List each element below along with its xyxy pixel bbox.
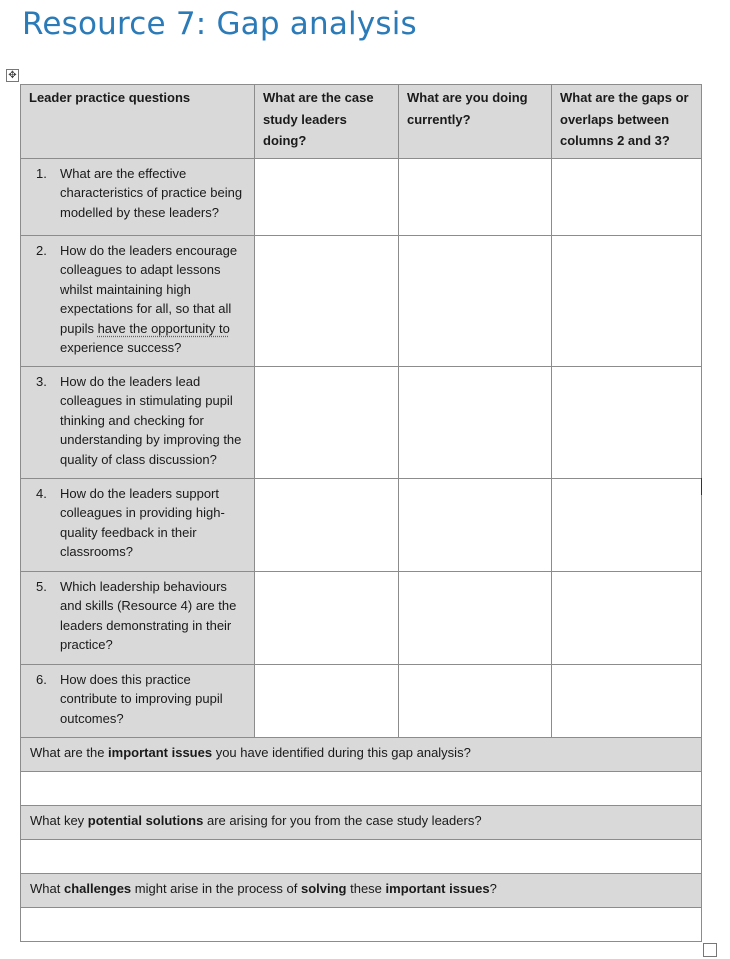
answer-row — [21, 908, 702, 942]
table-row — [21, 479, 702, 572]
answer-cell-case-study[interactable] — [255, 479, 399, 572]
table-row — [21, 367, 702, 479]
prompt-potential-solutions[interactable] — [21, 806, 702, 840]
answer-cell-case-study[interactable] — [255, 572, 399, 665]
question-number: 4. — [36, 486, 47, 501]
header-row — [21, 85, 702, 159]
answer-cell-case-study[interactable] — [255, 665, 399, 738]
answer-cell-case-study[interactable] — [255, 236, 399, 367]
answer-cell-gaps[interactable] — [552, 572, 702, 665]
table-row — [21, 236, 702, 367]
prompt-row — [21, 874, 702, 908]
header-cell[interactable] — [552, 85, 702, 159]
prompt-row — [21, 806, 702, 840]
question-text: Which leadership behaviours and skills (Resource 4) are the leaders demonstrating in their practice? — [60, 579, 237, 653]
answer-challenges[interactable] — [21, 908, 702, 942]
answer-cell-case-study[interactable] — [255, 159, 399, 236]
move-handle-icon[interactable]: ✥ — [6, 69, 19, 82]
prompt-text: What are the — [30, 745, 109, 760]
prompt-important-issues[interactable] — [21, 738, 702, 772]
question-number: 3. — [36, 374, 47, 389]
question-cell[interactable] — [21, 665, 255, 738]
answer-cell-gaps[interactable] — [552, 665, 702, 738]
prompt-text: ? — [489, 881, 497, 896]
table-row — [21, 665, 702, 738]
answer-row — [21, 840, 702, 874]
prompt-text: What key — [30, 813, 88, 828]
answer-cell-currently[interactable] — [399, 159, 552, 236]
header-cell[interactable] — [255, 85, 399, 159]
question-number: 1. — [36, 166, 47, 181]
prompt-challenges[interactable] — [21, 874, 702, 908]
header-cell[interactable] — [399, 85, 552, 159]
answer-cell-currently[interactable] — [399, 572, 552, 665]
question-text: What are the effective characteristics of practice being modelled by these leaders? — [60, 166, 243, 220]
prompt-bold: solving — [300, 881, 347, 896]
answer-important-issues[interactable] — [21, 772, 702, 806]
prompt-text: these — [346, 881, 386, 896]
answer-cell-gaps[interactable] — [552, 367, 702, 479]
grammar-underline: have the opportunity to — [97, 320, 230, 336]
answer-cell-currently[interactable] — [399, 367, 552, 479]
header-leader-questions: Leader practice questions — [29, 90, 191, 105]
table-resize-handle-icon[interactable] — [703, 943, 717, 957]
prompt-bold: important issues — [385, 881, 490, 896]
question-cell[interactable] — [21, 479, 255, 572]
header-gaps: What are the gaps or overlaps between columns 2 and 3? — [560, 90, 689, 148]
question-number: 6. — [36, 672, 47, 687]
header-cell[interactable] — [21, 85, 255, 159]
answer-cell-currently[interactable] — [399, 479, 552, 572]
question-cell[interactable] — [21, 367, 255, 479]
gap-analysis-table — [20, 84, 702, 942]
prompt-bold: important issues — [108, 745, 213, 760]
question-number: 5. — [36, 579, 47, 594]
prompt-text: What — [30, 881, 64, 896]
answer-cell-gaps[interactable] — [552, 159, 702, 236]
page-title: Resource 7: Gap analysis — [22, 6, 417, 42]
question-cell[interactable] — [21, 159, 255, 236]
answer-potential-solutions[interactable] — [21, 840, 702, 874]
header-currently: What are you doing currently? — [407, 90, 528, 127]
header-case-study: What are the case study leaders doing? — [263, 90, 374, 148]
prompt-bold: challenges — [63, 881, 132, 896]
question-text-end: experience success? — [60, 340, 182, 356]
answer-row — [21, 772, 702, 806]
answer-cell-gaps[interactable] — [552, 479, 702, 572]
table-row — [21, 159, 702, 236]
text-cursor — [701, 478, 702, 495]
prompt-text: you have identified during this gap analysis? — [212, 745, 471, 760]
answer-cell-case-study[interactable] — [255, 367, 399, 479]
question-text: How do the leaders support colleagues in providing high-quality feedback in their classrooms? — [60, 486, 225, 560]
prompt-text: might arise in the process of — [131, 881, 301, 896]
question-text: How do the leaders lead colleagues in stimulating pupil thinking and checking for understanding by improving the quality of class discussion? — [60, 374, 242, 467]
prompt-bold: potential solutions — [87, 813, 204, 828]
answer-cell-currently[interactable] — [399, 665, 552, 738]
question-text: How do the leaders encourage colleagues to adapt lessons whilst maintaining high expectations for all, so that all pupils — [60, 243, 238, 336]
question-cell[interactable] — [21, 572, 255, 665]
answer-cell-gaps[interactable] — [552, 236, 702, 367]
prompt-row — [21, 738, 702, 772]
table-row — [21, 572, 702, 665]
question-cell[interactable] — [21, 236, 255, 367]
prompt-text: are arising for you from the case study leaders? — [203, 813, 482, 828]
answer-cell-currently[interactable] — [399, 236, 552, 367]
question-text: How does this practice contribute to improving pupil outcomes? — [60, 672, 223, 726]
question-number: 2. — [36, 243, 47, 258]
